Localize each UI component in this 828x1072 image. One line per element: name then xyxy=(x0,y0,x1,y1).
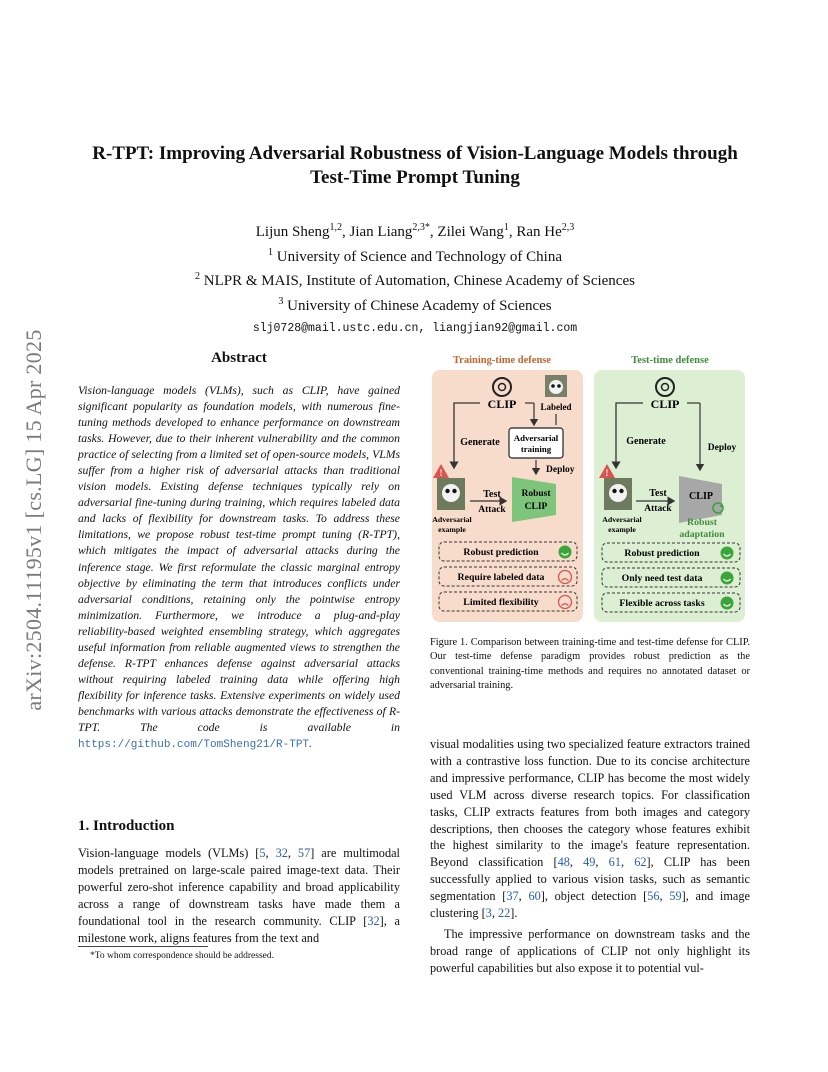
author-list: Lijun Sheng$^{1,2}$, Jian Liang$^{2,3*}$, Zilei Wang$^1$, Ran He$^{2,3}$ xyxy=(255,222,575,240)
svg-text:Robust prediction: Robust prediction xyxy=(463,547,539,558)
svg-text:adaptation: adaptation xyxy=(679,529,725,540)
affiliation-3: $^3$ University of Chinese Academy of Sciences xyxy=(278,295,552,314)
svg-text:Attack: Attack xyxy=(478,505,506,515)
svg-text:Deploy: Deploy xyxy=(707,443,737,453)
figure-caption: Figure 1. Comparison between training-time and test-time defense for CLIP. Our test-time defense paradigm provides robust prediction as the conventional training-time methods and requires no annotated dataset or adversarial training. xyxy=(430,637,750,691)
svg-text:Deploy: Deploy xyxy=(546,465,575,475)
svg-text:Labeled: Labeled xyxy=(540,402,572,412)
figure-diagram xyxy=(430,350,748,625)
svg-text:Adversarial: Adversarial xyxy=(602,515,642,524)
right-panel-title: Test-time defense xyxy=(631,355,709,366)
code-link[interactable]: https://github.com/TomSheng21/R-TPT xyxy=(78,739,310,752)
svg-text:CLIP: CLIP xyxy=(650,397,680,411)
panda-image-icon xyxy=(545,375,567,397)
svg-text:Adversarial: Adversarial xyxy=(513,433,559,443)
emails: slj0728@mail.ustc.edu.cn, liangjian92@gmail.com xyxy=(252,322,578,335)
svg-text:Robust: Robust xyxy=(687,517,717,528)
svg-text:Robust prediction: Robust prediction xyxy=(624,548,700,559)
intro-heading: 1. Introduction xyxy=(78,818,175,834)
right-column-text: visual modalities using two specialized feature extractors trained with a contrastive loss function. Due to its concise architecture and impressive performance, CLIP has become the most widely used VLM across diverse research topics. For classification tasks, CLIP extracts features from both images and category descriptions, then chooses the category whose features exhibit the highest similarity to the image's feature representation. Beyond classification [48, 49, 61, 62], CLIP has been successfully applied to various vision tasks, such as semantic segmentation [37, 60], object detection [56, 59], and image clustering [3, 22]. The impressive performance on downstream tasks and the broad range of applications of CLIP not only highlight its powerful capabilities but also expose it to potential vul- xyxy=(430,737,750,975)
panda-image-icon xyxy=(437,478,465,510)
smile-face-icon xyxy=(721,547,734,560)
smile-face-icon xyxy=(721,572,734,585)
footnote-rule xyxy=(78,946,208,947)
svg-text:Flexible across tasks: Flexible across tasks xyxy=(619,598,705,609)
svg-text:Require labeled data: Require labeled data xyxy=(457,572,545,583)
svg-text:CLIP: CLIP xyxy=(689,491,713,502)
svg-text:Limited flexibility: Limited flexibility xyxy=(463,597,539,608)
svg-text:example: example xyxy=(608,525,636,534)
svg-text:CLIP: CLIP xyxy=(524,502,548,512)
abstract-text: Vision-language models (VLMs), such as CLIP, have gained significant popularity as foundation models, with numerous fine-tuning methods developed to enhance performance on downstream tasks. However, due to their inherent vulnerability and the common practice of selecting from a limited set of open-source models, VLMs suffer from a higher risk of adversarial attacks than traditional vision models. Existing defense techniques typically rely on adversarial fine-tuning during training, which requires labeled data and lacks of flexibility for downstream tasks. To address these limitations, we propose robust test-time prompt tuning (R-TPT), which mitigates the impact of adversarial attacks during the inference stage. We first reformulate the classic marginal entropy objective by eliminating the term that introduces conflicts under adversarial conditions, retaining only the pointwise entropy minimization. Furthermore, we introduce a plug-and-play reliability-based weighted ensembling strategy, which aggregates useful information from reliable augmented views to strengthen the defense. R-TPT enhances defense against adversarial attacks without requiring labeled training data while offering high flexibility for inference tasks. Extensive experiments on widely used benchmarks with various attacks demonstrate the effectiveness of R-TPT. The code is available in https://github.com/TomSheng21/R-TPT. xyxy=(78,384,400,752)
svg-text:Attack: Attack xyxy=(644,504,672,514)
smile-face-icon xyxy=(559,546,572,559)
svg-text:!: ! xyxy=(605,468,609,478)
svg-text:Test: Test xyxy=(649,488,667,499)
affiliation-1: $^1$ University of Science and Technology of China xyxy=(267,246,563,265)
svg-text:Test: Test xyxy=(483,489,501,500)
svg-text:Only need test data: Only need test data xyxy=(621,573,703,584)
svg-text:example: example xyxy=(438,525,466,534)
robust-clip-shape xyxy=(512,477,556,522)
svg-text:CLIP: CLIP xyxy=(487,397,517,411)
svg-text:Generate: Generate xyxy=(626,436,666,447)
svg-text:Generate: Generate xyxy=(460,437,500,448)
svg-text:training: training xyxy=(520,444,552,454)
footnote: *To whom correspondence should be addressed. xyxy=(90,951,275,961)
affiliation-2: $^2$ NLPR & MAIS, Institute of Automation, Chinese Academy of Sciences xyxy=(195,271,635,289)
paper-title: R-TPT: Improving Adversarial Robustness of Vision-Language Models through Test-Time Prompt Tuning xyxy=(92,143,738,188)
svg-text:Robust: Robust xyxy=(521,489,551,499)
panda-image-icon xyxy=(604,478,632,510)
left-panel-title: Training-time defense xyxy=(452,355,552,366)
figure-1 xyxy=(430,350,748,625)
smile-face-icon xyxy=(721,597,734,610)
abstract-heading: Abstract xyxy=(211,350,267,366)
arxiv-sidebar: arXiv:2504.11195v1 [cs.LG] 15 Apr 2025 xyxy=(21,329,46,711)
intro-text: Vision-language models (VLMs) [5, 32, 57] are multimodal models pretrained on large-scale paired image-text data. Their powerful zero-shot inference capability and broad applicability across a range of downstream tasks have made them a foundational tool in the research community. CLIP [32], a milestone work, aligns features from the text and xyxy=(78,846,401,945)
svg-text:!: ! xyxy=(439,468,443,478)
svg-text:Adversarial: Adversarial xyxy=(432,515,472,524)
author-block xyxy=(60,218,770,339)
